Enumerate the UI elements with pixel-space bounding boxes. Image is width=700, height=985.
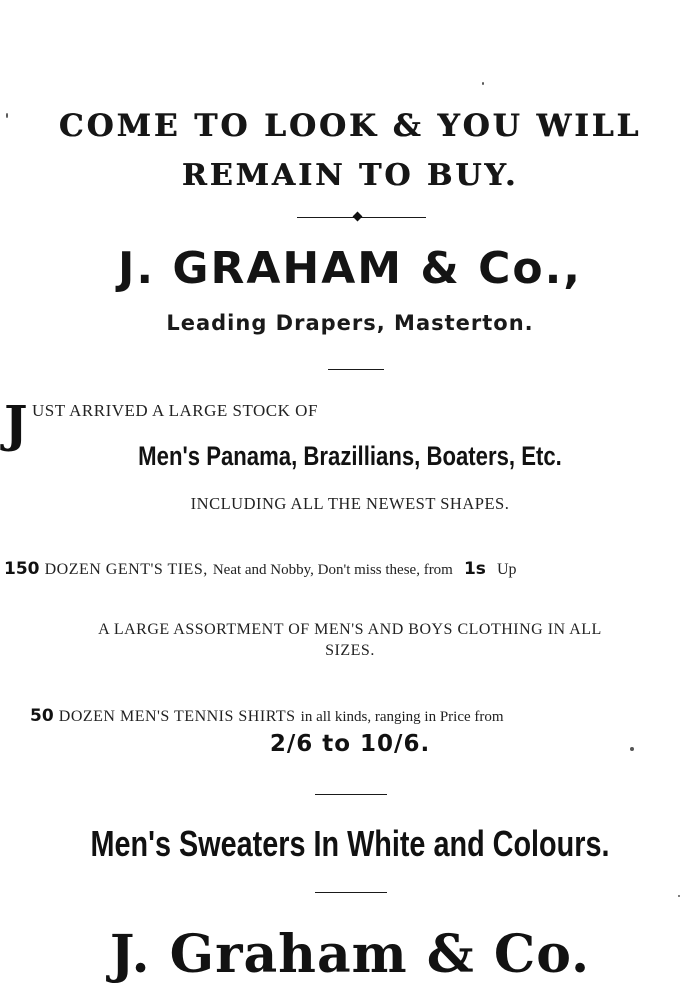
ties-caps: DOZEN GENT'S TIES, — [44, 561, 208, 578]
divider-rule-1 — [328, 369, 384, 370]
ties-quantity: 150 — [4, 559, 40, 579]
arrival-note: INCLUDING ALL THE NEWEST SHAPES. — [190, 494, 510, 513]
diamond-ornament-icon — [353, 212, 363, 222]
ties-price: 1s — [463, 559, 486, 579]
shirts-quantity: 50 — [30, 706, 54, 726]
ties-suffix: Up — [497, 561, 517, 578]
headline-line-2: REMAIN TO BUY. — [181, 158, 519, 193]
clothing-line-1: A LARGE ASSORTMENT OF MEN'S AND BOYS CLOTHING IN ALL — [98, 621, 602, 638]
clothing-line-2: SIZES. — [325, 642, 375, 659]
firm-name-banner: J. GRAHAM & Co., — [117, 243, 583, 294]
headline-line-1: COME TO LOOK & YOU WILL — [58, 108, 642, 144]
shirts-description: in all kinds, ranging in Price from — [300, 709, 504, 725]
ties-description: Neat and Nobby, Don't miss these, from — [212, 562, 453, 578]
divider-rule-3 — [315, 892, 387, 893]
print-speck — [630, 747, 634, 751]
ties-line — [4, 559, 517, 579]
shirts-caps: DOZEN MEN'S TENNIS SHIRTS — [58, 708, 296, 725]
print-speck — [482, 82, 484, 85]
shirts-price-range: 2/6 to 10/6. — [269, 731, 431, 757]
arrival-intro: UST ARRIVED A LARGE STOCK OF — [32, 401, 318, 420]
print-speck — [6, 113, 8, 118]
footer-firm-name: J. Graham & Co. — [109, 924, 591, 985]
firm-tagline: Leading Drapers, Masterton. — [166, 311, 534, 335]
print-speck — [678, 895, 680, 897]
arrival-items: Men's Panama, Brazillians, Boaters, Etc. — [138, 441, 562, 471]
shirts-line — [30, 706, 504, 726]
divider-rule-2 — [315, 794, 387, 795]
drop-cap: J — [4, 394, 28, 453]
sweaters-line: Men's Sweaters In White and Colours. — [90, 823, 610, 864]
